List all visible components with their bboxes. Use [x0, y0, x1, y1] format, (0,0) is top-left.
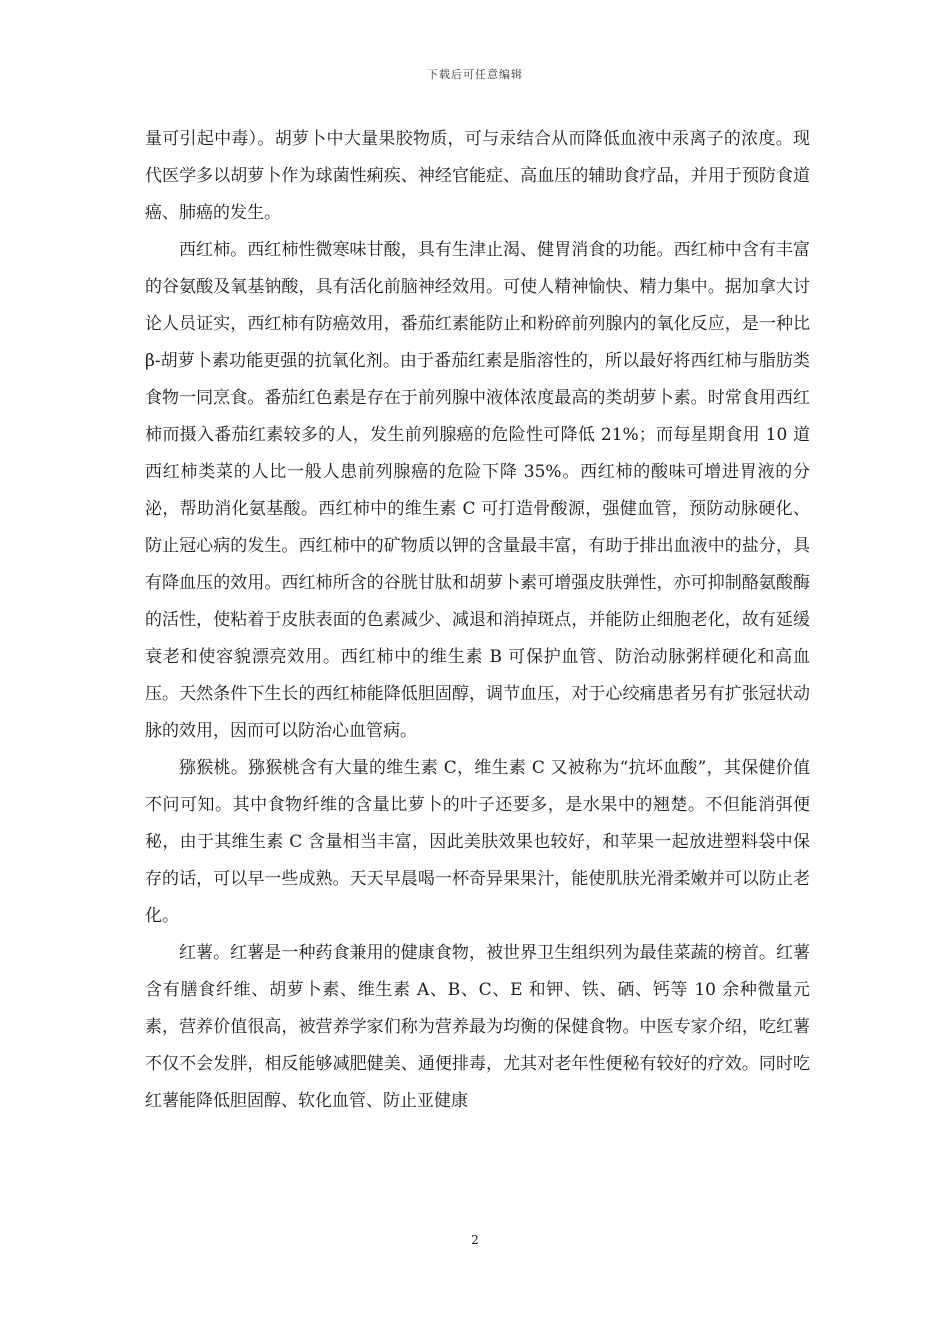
document-body [145, 121, 810, 1120]
header-note: 下载后可任意编辑 [427, 68, 523, 81]
page-number: 2 [471, 1233, 479, 1247]
paragraph-tomato: 西红柿。西红柿性微寒味甘酸，具有生津止渴、健胃消食的功能。西红柿中含有丰富的谷氨酸及氧基钠酸，具有活化前脑神经效用。可使人精神愉快、精力集中。据加拿大讨论人员证实，西红柿有防癌效用，番茄红素能防止和粉碎前列腺内的氧化反应，是一种比 β-胡萝卜素功能更强的抗氧化剂。由于番茄红素是脂溶性的，所以最好将西红柿与脂肪类食物一同烹食。番茄红色素是存在于前列腺中液体浓度最高的类胡萝卜素。时常食用西红柿而摄入番茄红素较多的人，发生前列腺癌的危险性可降低 21%；而每星期食用 10 道西红柿类菜的人比一般人患前列腺癌的危险下降 35%。西红柿的酸味可增进胃液的分泌，帮助消化氨基酸。西红柿中的维生素 C 可打造骨酸源，强健血管，预防动脉硬化、防止冠心病的发生。西红柿中的矿物质以钾的含量最丰富，有助于排出血液中的盐分，具有降血压的效用。西红柿所含的谷胱甘肽和胡萝卜素可增强皮肤弹性，亦可抑制酪氨酸酶的活性，使粘着于皮肤表面的色素减少、减退和消掉斑点，并能防止细胞老化，故有延缓衰老和使容貌漂亮效用。西红柿中的维生素 B 可保护血管、防治动脉粥样硬化和高血压。天然条件下生长的西红柿能降低胆固醇，调节血压，对于心绞痛患者另有扩张冠状动脉的效用，因而可以防治心血管病。 [145, 240, 810, 741]
paragraph-sweet-potato: 红薯。红薯是一种药食兼用的健康食物，被世界卫生组织列为最佳菜蔬的榜首。红薯含有膳食纤维、胡萝卜素、维生素 A、B、C、E 和钾、铁、硒、钙等 10 余种微量元素，营养价值很高，被营养学家们称为营养最为均衡的保健食物。中医专家介绍，吃红薯不仅不会发胖，相反能够减肥健美、通便排毒，尤其对老年性便秘有较好的疗效。同时吃红薯能降低胆固醇、软化血管、防止亚健康 [145, 943, 810, 1111]
paragraph-carrot-continued: 量可引起中毒）。胡萝卜中大量果胶物质，可与汞结合从而降低血液中汞离子的浓度。现代医学多以胡萝卜作为球菌性痢疾、神经官能症、高血压的辅助食疗品，并用于预防食道癌、肺癌的发生。 [145, 129, 810, 223]
paragraph-kiwi: 猕猴桃。猕猴桃含有大量的维生素 C，维生素 C 又被称为“抗坏血酸”，其保健价值不问可知。其中食物纤维的含量比萝卜的叶子还要多，是水果中的翘楚。不但能消弭便秘，由于其维生素 C 含量相当丰富，因此美肤效果也较好，和苹果一起放进塑料袋中保存的话，可以早一些成熟。天天早晨喝一杯奇异果果汁，能使肌肤光滑柔嫩并可以防止老化。 [145, 758, 810, 926]
